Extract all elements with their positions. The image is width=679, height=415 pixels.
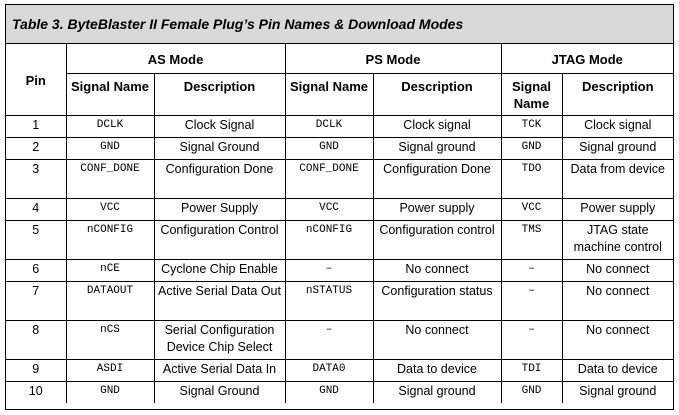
table-row (6, 382, 673, 404)
jtag-signal-name: TDO (501, 160, 562, 199)
as-description: Signal Ground (154, 138, 285, 160)
jtag-description: Data from device (562, 160, 673, 199)
header-ps-signal-name: Signal Name (285, 74, 373, 116)
jtag-signal-name: – (501, 282, 562, 321)
table-row (6, 260, 673, 282)
ps-description: Configuration control (373, 221, 501, 260)
ps-signal-name: – (285, 321, 373, 360)
table-row (6, 116, 673, 138)
as-description: Clock Signal (154, 116, 285, 138)
as-description: Configuration Done (154, 160, 285, 199)
jtag-signal-name: – (501, 260, 562, 282)
as-description: Active Serial Data Out (154, 282, 285, 321)
header-as-mode: AS Mode (66, 44, 285, 74)
pin-number: 10 (6, 382, 66, 404)
jtag-signal-name: TCK (501, 116, 562, 138)
as-signal-name: GND (66, 138, 154, 160)
jtag-description: Signal ground (562, 138, 673, 160)
table-row (6, 199, 673, 221)
header-ps-mode: PS Mode (285, 44, 501, 74)
jtag-signal-name: TMS (501, 221, 562, 260)
header-ps-description: Description (373, 74, 501, 116)
ps-description: Data to device (373, 360, 501, 382)
pin-number: 9 (6, 360, 66, 382)
jtag-description: Power supply (562, 199, 673, 221)
pin-number: 8 (6, 321, 66, 360)
pin-number: 6 (6, 260, 66, 282)
ps-description: Power supply (373, 199, 501, 221)
ps-signal-name: nSTATUS (285, 282, 373, 321)
table-row (6, 160, 673, 199)
header-jtag-description: Description (562, 74, 673, 116)
pin-table-frame (5, 4, 674, 410)
jtag-description: Clock signal (562, 116, 673, 138)
ps-signal-name: GND (285, 382, 373, 404)
jtag-description: Signal ground (562, 382, 673, 404)
as-signal-name: DCLK (66, 116, 154, 138)
pin-number: 1 (6, 116, 66, 138)
ps-signal-name: DCLK (285, 116, 373, 138)
table-row (6, 360, 673, 382)
ps-description: No connect (373, 260, 501, 282)
jtag-signal-name: VCC (501, 199, 562, 221)
pin-number: 4 (6, 199, 66, 221)
jtag-description: No connect (562, 260, 673, 282)
ps-description: Configuration Done (373, 160, 501, 199)
ps-signal-name: – (285, 260, 373, 282)
table-row (6, 138, 673, 160)
jtag-signal-name: GND (501, 382, 562, 404)
ps-description: Configuration status (373, 282, 501, 321)
header-pin: Pin (6, 44, 66, 116)
header-row-modes (6, 44, 673, 74)
table-row (6, 282, 673, 321)
ps-description: No connect (373, 321, 501, 360)
ps-signal-name: DATA0 (285, 360, 373, 382)
as-signal-name: GND (66, 382, 154, 404)
ps-signal-name: VCC (285, 199, 373, 221)
header-row-columns (6, 74, 673, 116)
as-description: Configuration Control (154, 221, 285, 260)
jtag-description: No connect (562, 282, 673, 321)
header-as-description: Description (154, 74, 285, 116)
table-row (6, 221, 673, 260)
as-description: Cyclone Chip Enable (154, 260, 285, 282)
header-jtag-mode: JTAG Mode (501, 44, 673, 74)
pin-number: 5 (6, 221, 66, 260)
table-caption: Table 3. ByteBlaster II Female Plug’s Pin Names & Download Modes (6, 5, 673, 44)
as-signal-name: nCS (66, 321, 154, 360)
as-description: Power Supply (154, 199, 285, 221)
pin-number: 2 (6, 138, 66, 160)
jtag-description: No connect (562, 321, 673, 360)
table-row (6, 321, 673, 360)
ps-signal-name: CONF_DONE (285, 160, 373, 199)
as-signal-name: DATAOUT (66, 282, 154, 321)
as-signal-name: CONF_DONE (66, 160, 154, 199)
jtag-description: Data to device (562, 360, 673, 382)
header-jtag-signal-name: Signal Name (501, 74, 562, 116)
jtag-signal-name: GND (501, 138, 562, 160)
ps-signal-name: nCONFIG (285, 221, 373, 260)
jtag-signal-name: – (501, 321, 562, 360)
ps-description: Signal ground (373, 382, 501, 404)
pin-number: 7 (6, 282, 66, 321)
ps-description: Clock signal (373, 116, 501, 138)
jtag-signal-name: TDI (501, 360, 562, 382)
as-signal-name: ASDI (66, 360, 154, 382)
ps-description: Signal ground (373, 138, 501, 160)
pin-table (6, 44, 673, 403)
as-description: Active Serial Data In (154, 360, 285, 382)
as-description: Signal Ground (154, 382, 285, 404)
as-signal-name: nCONFIG (66, 221, 154, 260)
jtag-description: JTAG state machine control (562, 221, 673, 260)
as-signal-name: VCC (66, 199, 154, 221)
pin-number: 3 (6, 160, 66, 199)
ps-signal-name: GND (285, 138, 373, 160)
as-description: Serial Configuration Device Chip Select (154, 321, 285, 360)
as-signal-name: nCE (66, 260, 154, 282)
header-as-signal-name: Signal Name (66, 74, 154, 116)
